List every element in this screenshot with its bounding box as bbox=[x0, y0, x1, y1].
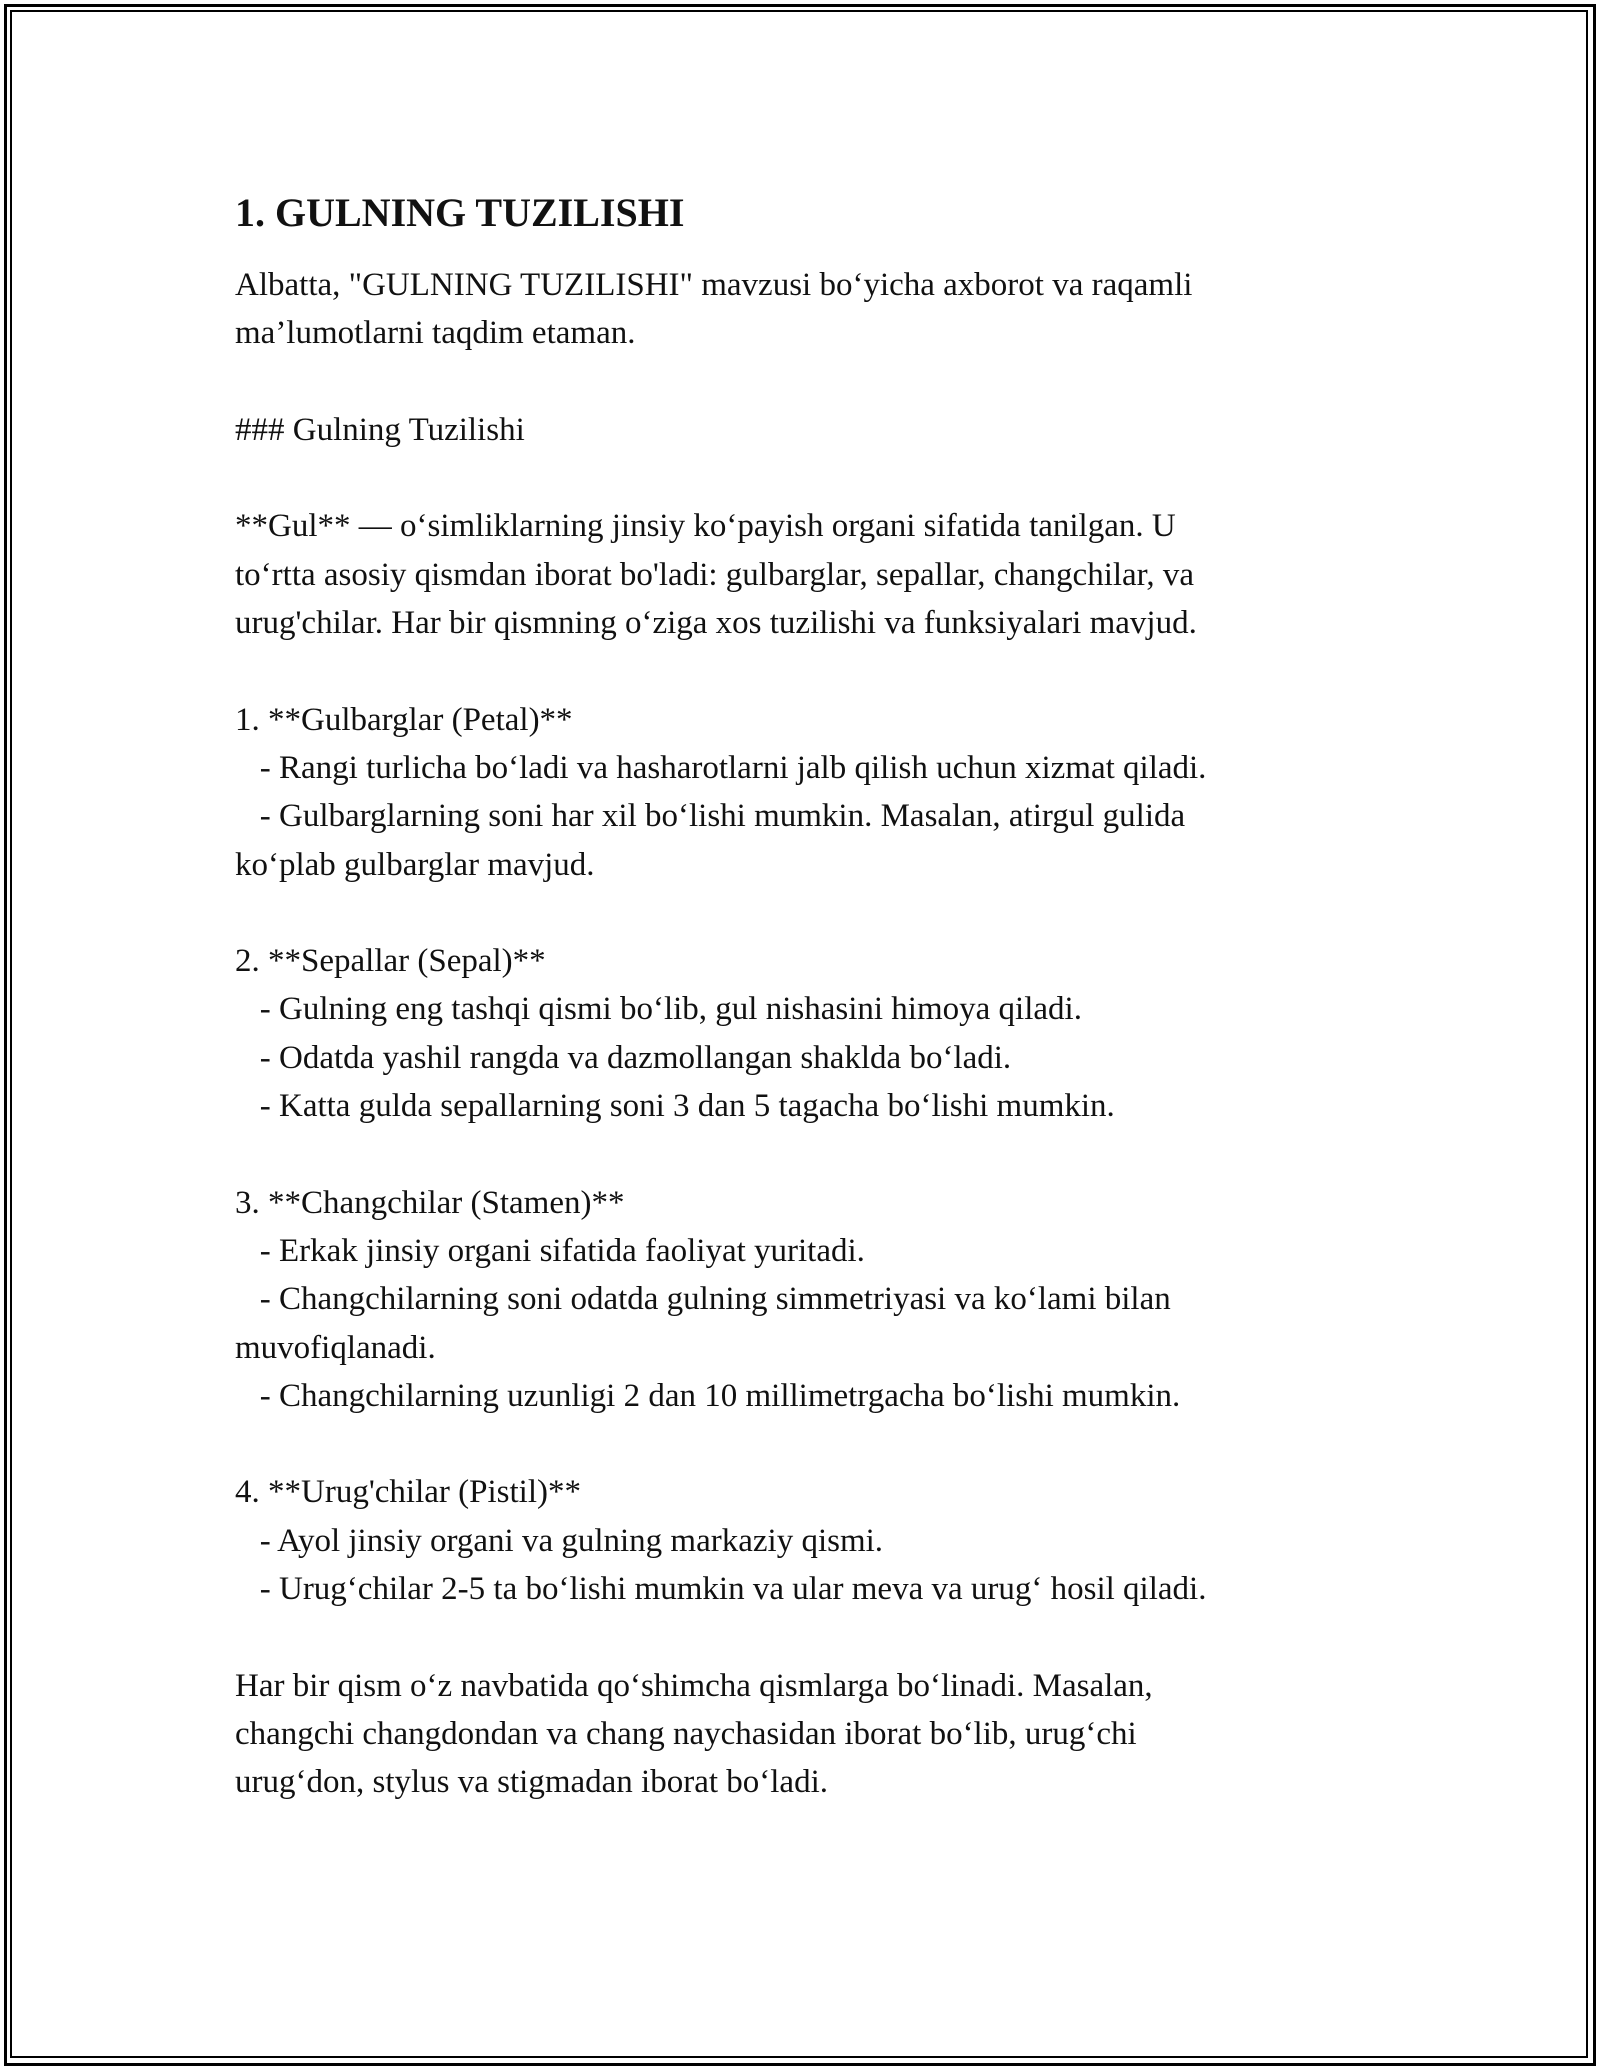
list-item-sepallar bbox=[235, 937, 1355, 1130]
text-line: - Gulning eng tashqi qismi bo‘lib, gul nishasini himoya qiladi. bbox=[235, 991, 1082, 1028]
list-item-changchilar bbox=[235, 1179, 1355, 1420]
text-line: **Gul** — o‘simliklarning jinsiy ko‘payish organi sifatida tanilgan. U bbox=[235, 508, 1176, 545]
text-line: to‘rtta asosiy qismdan iborat bo'ladi: gulbarglar, sepallar, changchilar, va bbox=[235, 556, 1194, 593]
text-line: ma’lumotlarni taqdim etaman. bbox=[235, 315, 636, 352]
list-item-gulbarglar bbox=[235, 696, 1355, 889]
text-line: Albatta, "GULNING TUZILISHI" mavzusi bo‘yicha axborot va raqamli bbox=[235, 267, 1193, 303]
document-body bbox=[235, 185, 1355, 1807]
intro-paragraph bbox=[235, 261, 1355, 358]
text-line: urug'chilar. Har bir qismning o‘ziga xos tuzilishi va funksiyalari mavjud. bbox=[235, 605, 1197, 642]
text-line: Har bir qism o‘z navbatida qo‘shimcha qismlarga bo‘linadi. Masalan, bbox=[235, 1667, 1153, 1704]
list-item-heading: 3. **Changchilar (Stamen)** bbox=[235, 1184, 625, 1221]
list-item-heading: 4. **Urug'chilar (Pistil)** bbox=[235, 1474, 581, 1511]
text-line: - Changchilarning soni odatda gulning simmetriyasi va ko‘lami bilan bbox=[235, 1281, 1171, 1318]
text-line: changchi changdondan va chang naychasidan iborat bo‘lib, urug‘chi bbox=[235, 1715, 1137, 1752]
text-line: - Rangi turlicha bo‘ladi va hasharotlarni jalb qilish uchun xizmat qiladi. bbox=[235, 749, 1207, 786]
text-line: muvofiqlanadi. bbox=[235, 1329, 436, 1366]
text-line: ko‘plab gulbarglar mavjud. bbox=[235, 846, 595, 883]
definition-paragraph bbox=[235, 502, 1355, 647]
list-item-heading: 2. **Sepallar (Sepal)** bbox=[235, 943, 546, 980]
text-line: - Urug‘chilar 2-5 ta bo‘lishi mumkin va ular meva va urug‘ hosil qiladi. bbox=[235, 1571, 1207, 1608]
text-line: - Changchilarning uzunligi 2 dan 10 millimetrgacha bo‘lishi mumkin. bbox=[235, 1377, 1181, 1414]
closing-paragraph bbox=[235, 1662, 1355, 1807]
text-line: - Ayol jinsiy organi va gulning markaziy qismi. bbox=[235, 1522, 884, 1559]
text-line: - Katta gulda sepallarning soni 3 dan 5 tagacha bo‘lishi mumkin. bbox=[235, 1088, 1115, 1125]
list-item-urugchilar bbox=[235, 1468, 1355, 1613]
text-line: urug‘don, stylus va stigmadan iborat bo‘ladi. bbox=[235, 1764, 828, 1801]
page-title: 1. GULNING TUZILISHI bbox=[235, 190, 685, 235]
list-item-heading: 1. **Gulbarglar (Petal)** bbox=[235, 701, 573, 738]
text-line: - Erkak jinsiy organi sifatida faoliyat yuritadi. bbox=[235, 1232, 865, 1269]
text-line: - Odatda yashil rangda va dazmollangan shaklda bo‘ladi. bbox=[235, 1039, 1012, 1076]
section-heading: ### Gulning Tuzilishi bbox=[235, 411, 525, 448]
text-line: - Gulbarglarning soni har xil bo‘lishi mumkin. Masalan, atirgul gulida bbox=[235, 798, 1186, 835]
